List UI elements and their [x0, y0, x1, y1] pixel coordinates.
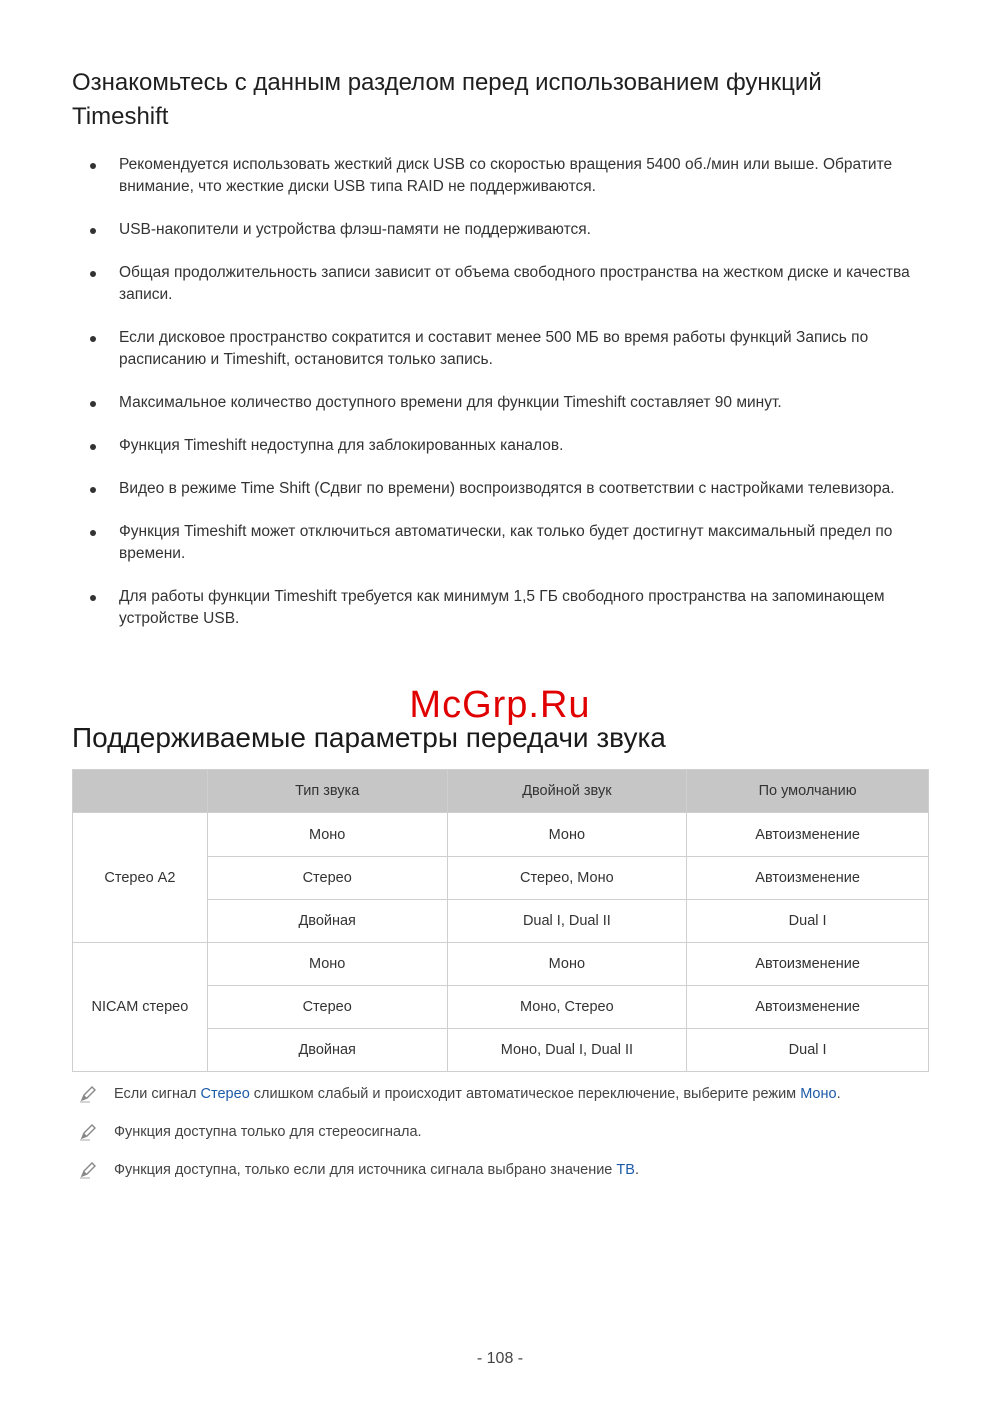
bullet-dot-icon [90, 271, 96, 277]
table-cell: Двойная [207, 1029, 447, 1072]
list-item: Видео в режиме Time Shift (Сдвиг по времени) воспроизводятся в соответствии с настройками телевизора. [72, 478, 942, 500]
pencil-icon [78, 1084, 98, 1104]
bullet-dot-icon [90, 595, 96, 601]
header-cell: По умолчанию [687, 770, 929, 813]
table-cell: Моно [207, 943, 447, 986]
table-header-row [73, 770, 929, 813]
header-cell [73, 770, 208, 813]
list-item: Функция Timeshift может отключиться автоматически, как только будет достигнут максимальный предел по времени. [72, 521, 942, 565]
list-item: USB-накопители и устройства флэш-памяти не поддерживаются. [72, 219, 942, 241]
list-item: Если дисковое пространство сократится и составит менее 500 МБ во время работы функций Запись по расписанию и Timeshift, остановится только запись. [72, 327, 942, 371]
table-cell: Стерео [207, 857, 447, 900]
note-item: Функция доступна, только если для источника сигнала выбрано значение ТВ. [78, 1160, 938, 1198]
table-cell: Моно, Стерео [447, 986, 687, 1029]
header-cell: Двойной звук [447, 770, 687, 813]
note-item: Функция доступна только для стереосигнала. [78, 1122, 938, 1160]
table-cell: Автоизменение [687, 943, 929, 986]
list-item: Рекомендуется использовать жесткий диск USB со скоростью вращения 5400 об./мин или выше. Обратите внимание, что жесткие диски USB типа RAID не поддерживаются. [72, 154, 942, 198]
audio-params-table [72, 769, 929, 1072]
table-row [73, 813, 929, 857]
note-link-mono: Моно [800, 1086, 837, 1102]
pencil-icon [78, 1122, 98, 1142]
list-item: Общая продолжительность записи зависит от объема свободного пространства на жестком диске и качества записи. [72, 262, 942, 306]
watermark: McGrp.Ru [409, 684, 591, 726]
table-cell: Стерео [207, 986, 447, 1029]
group-label: NICAM стерео [73, 943, 208, 1072]
list-item: Функция Timeshift недоступна для заблокированных каналов. [72, 435, 942, 457]
group-label: Стерео A2 [73, 813, 208, 943]
bullet-dot-icon [90, 163, 96, 169]
bullet-dot-icon [90, 336, 96, 342]
table-cell: Моно [447, 813, 687, 857]
page-number: - 108 - [476, 1350, 524, 1367]
bullet-dot-icon [90, 530, 96, 536]
note-item: Если сигнал Стерео слишком слабый и происходит автоматическое переключение, выберите режим Моно. [78, 1084, 938, 1122]
header-cell: Тип звука [207, 770, 447, 813]
table-cell: Dual I, Dual II [447, 900, 687, 943]
list-item: Максимальное количество доступного времени для функции Timeshift составляет 90 минут. [72, 392, 942, 414]
table-cell: Стерео, Моно [447, 857, 687, 900]
table-cell: Моно, Dual I, Dual II [447, 1029, 687, 1072]
note-link-stereo: Стерео [200, 1086, 250, 1102]
section-title-line1: Ознакомьтесь с данным разделом перед использованием функций [72, 69, 822, 96]
requirements-list [72, 154, 942, 651]
table-cell: Dual I [687, 900, 929, 943]
table-row [73, 943, 929, 986]
bullet-dot-icon [90, 444, 96, 450]
table-cell: Автоизменение [687, 857, 929, 900]
pencil-icon [78, 1160, 98, 1180]
section-title [72, 66, 932, 134]
list-item: Для работы функции Timeshift требуется как минимум 1,5 ГБ свободного пространства на запоминающем устройстве USB. [72, 586, 942, 630]
bullet-dot-icon [90, 401, 96, 407]
table-cell: Моно [447, 943, 687, 986]
table-cell: Моно [207, 813, 447, 857]
audio-section-title: Поддерживаемые параметры передачи звука [72, 722, 666, 753]
table-cell: Dual I [687, 1029, 929, 1072]
notes [78, 1084, 938, 1198]
bullet-dot-icon [90, 228, 96, 234]
note-link-tv: ТВ [616, 1162, 635, 1178]
table-cell: Автоизменение [687, 813, 929, 857]
bullet-dot-icon [90, 487, 96, 493]
table-cell: Двойная [207, 900, 447, 943]
table-cell: Автоизменение [687, 986, 929, 1029]
section-title-line2: Timeshift [72, 103, 169, 130]
